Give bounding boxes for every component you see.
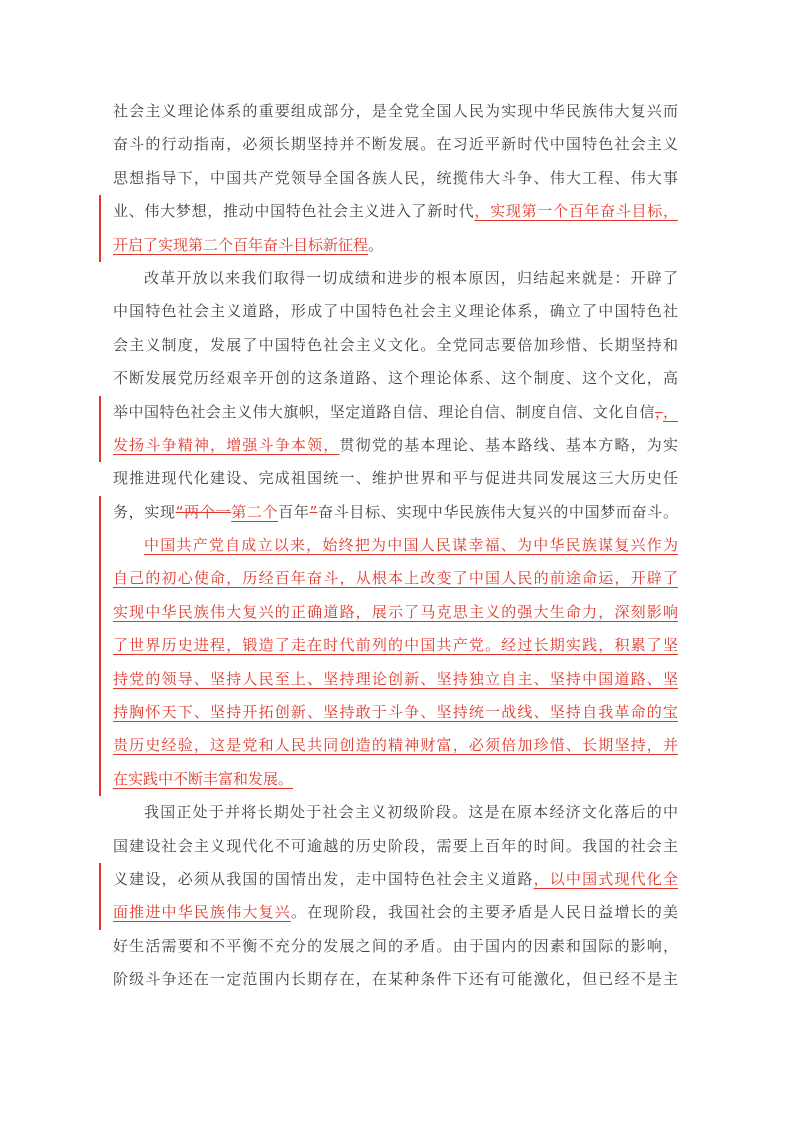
- revision-change-bar: [99, 763, 101, 796]
- text-line[interactable]: [113, 462, 678, 495]
- inserted-text: 贵历史经验，这是党和人民共同创造的精神财富，必须倍加珍惜、长期坚持，并: [113, 736, 678, 755]
- text-line[interactable]: [113, 830, 678, 863]
- text-line[interactable]: [113, 663, 678, 696]
- text-line[interactable]: [113, 896, 678, 929]
- text-line[interactable]: [113, 95, 678, 128]
- text-run: 奋斗的行动指南，必须长期坚持并不断发展。在习近平新时代中国特色社会主义: [113, 135, 678, 154]
- text-line[interactable]: [113, 763, 678, 796]
- revision-change-bar: [99, 229, 101, 262]
- text-line[interactable]: [113, 863, 678, 896]
- text-run: 奋斗目标、实现中华民族伟大复兴的中国梦而奋斗。: [317, 502, 678, 521]
- inserted-text: ，实现第一个百年奋斗目标，: [474, 202, 678, 221]
- text-run: 好生活需要和不平衡不充分的发展之间的矛盾。由于国内的因素和国际的影响，: [113, 936, 678, 955]
- revision-change-bar: [99, 596, 101, 629]
- text-line[interactable]: [113, 396, 678, 429]
- text-run: 不断发展党历经艰辛开创的这条道路、这个理论体系、这个制度、这个文化，高: [113, 369, 678, 388]
- revision-change-bar: [99, 195, 101, 228]
- text-run: 我国正处于并将长期处于社会主义初级阶段。这是在原本经济文化落后的中: [144, 803, 678, 822]
- inserted-text: 持党的领导、坚持人民至上、坚持理论创新、坚持独立自主、坚持中国道路、坚: [113, 669, 678, 688]
- revision-change-bar: [99, 629, 101, 662]
- text-line[interactable]: [113, 562, 678, 595]
- revision-change-bar: [99, 562, 101, 595]
- text-run: 贯彻党的基本理论、基本路线、基本方略，为实: [339, 435, 678, 454]
- deleted-text: ”: [309, 502, 318, 521]
- text-run: 业、伟大梦想，推动中国特色社会主义进入了新时代: [113, 202, 475, 221]
- text-line[interactable]: [113, 529, 678, 562]
- revision-change-bar: [99, 696, 101, 729]
- revision-change-bar: [99, 729, 101, 762]
- deleted-text: ，: [654, 402, 663, 421]
- text-line[interactable]: [113, 362, 678, 395]
- text-line[interactable]: [113, 429, 678, 462]
- text-run: 。在现阶段，我国社会的主要矛盾是人民日益增长的美: [290, 903, 678, 922]
- inserted-text: 实现中华民族伟大复兴的正确道路，展示了马克思主义的强大生命力，深刻影响: [113, 602, 678, 621]
- text-run: 务，实现: [113, 502, 176, 521]
- text-run: 思想指导下，中国共产党领导全国各族人民，统揽伟大斗争、伟大工程、伟大事: [113, 168, 678, 187]
- text-run: 现推进现代化建设、完成祖国统一、维护世界和平与促进共同发展这三大历史任: [113, 469, 678, 488]
- revision-change-bar: [99, 429, 101, 462]
- inserted-text: ，以中国式现代化全: [533, 869, 678, 888]
- revision-change-bar: [99, 663, 101, 696]
- text-line[interactable]: [113, 729, 678, 762]
- inserted-text: 在实践中不断丰富和发展。: [113, 769, 294, 788]
- inserted-text: 中国共产党自成立以来，始终把为中国人民谋幸福、为中华民族谋复兴作为: [144, 536, 678, 555]
- text-line[interactable]: [113, 496, 678, 529]
- text-run: 中国特色社会主义道路，形成了中国特色社会主义理论体系，确立了中国特色社: [113, 302, 678, 321]
- text-line[interactable]: [113, 262, 678, 295]
- revision-change-bar: [99, 496, 101, 529]
- revision-change-bar: [99, 863, 101, 896]
- deleted-text: “两个一: [175, 502, 232, 521]
- text-line[interactable]: [113, 796, 678, 829]
- text-run: 国建设社会主义现代化不可逾越的历史阶段，需要上百年的时间。我国的社会主: [113, 836, 678, 855]
- text-line[interactable]: [113, 930, 678, 963]
- text-line[interactable]: [113, 295, 678, 328]
- text-line[interactable]: [113, 963, 678, 996]
- text-run: 举中国特色社会主义伟大旗帜，坚定道路自信、理论自信、制度自信、文化自信: [113, 402, 655, 421]
- text-run: 会主义制度，发展了中国特色社会主义文化。全党同志要倍加珍惜、长期坚持和: [113, 335, 678, 354]
- inserted-text: 开启了实现第二个百年奋斗目标新征程: [113, 235, 369, 254]
- text-line[interactable]: [113, 128, 678, 161]
- text-run: 阶级斗争还在一定范围内长期存在，在某种条件下还有可能激化，但已经不是主: [113, 970, 678, 989]
- inserted-text: 自己的初心使命，历经百年奋斗，从根本上改变了中国人民的前途命运，开辟了: [113, 569, 678, 588]
- inserted-text: 了世界历史进程，锻造了走在时代前列的中国共产党。经过长期实践，积累了坚: [113, 636, 678, 655]
- text-run: 社会主义理论体系的重要组成部分，是全党全国人民为实现中华民族伟大复兴而: [113, 102, 678, 120]
- revision-change-bar: [99, 396, 101, 429]
- text-run: 改革开放以来我们取得一切成绩和进步的根本原因，归结起来就是：开辟了: [144, 268, 678, 287]
- text-line[interactable]: [113, 195, 678, 228]
- text-line[interactable]: [113, 629, 678, 662]
- inserted-text: 持胸怀天下、坚持开拓创新、坚持敢于斗争、坚持统一战线、坚持自我革命的宝: [113, 703, 678, 722]
- text-line[interactable]: [113, 162, 678, 195]
- text-line[interactable]: [113, 596, 678, 629]
- inserted-text: 面推进中华民族伟大复兴: [113, 903, 291, 922]
- inserted-text: ，: [662, 402, 678, 421]
- revision-change-bar: [99, 529, 101, 562]
- text-run: 百年: [278, 502, 310, 521]
- text-run: 。: [368, 235, 384, 254]
- text-line[interactable]: [113, 229, 678, 262]
- document-text: [113, 95, 678, 997]
- inserted-text: 发扬斗争精神，增强斗争本领，: [113, 435, 340, 454]
- text-line[interactable]: [113, 696, 678, 729]
- text-line[interactable]: [113, 329, 678, 362]
- revision-change-bar: [99, 896, 101, 929]
- inserted-text: 第二个: [231, 502, 279, 521]
- text-run: 义建设，必须从我国的国情出发，走中国特色社会主义道路: [113, 869, 534, 888]
